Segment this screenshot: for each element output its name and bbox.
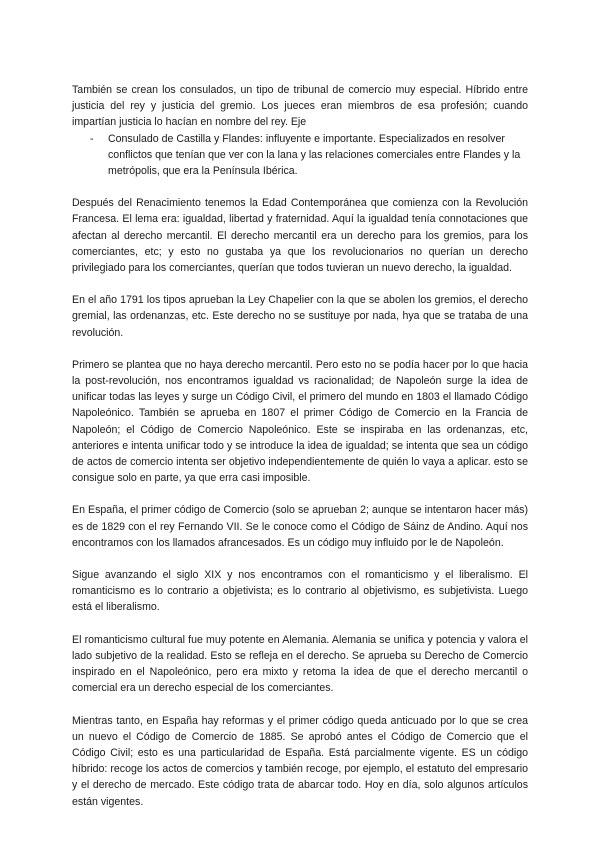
paragraph-napoleonic-code: Primero se plantea que no haya derecho mercantil. Pero esto no se podía hacer por lo que hacia la post-revolución, nos encontramos igualdad vs racionalidad; de Napoleón surge la idea de unificar todas las leyes y surge un Código Civil, el primero del mundo en 1803 el llamado Código Napoleónico. También se aprueba en 1807 el primer Código de Comercio en la Francia de Napoleón; el Código de Comercio Napoleónico. Este se inspiraba en las ordenanzas, etc, anteriores e intenta unificar todo y se introduce la idea de igualdad; se intenta que sea un código de actos de comercio intenta ser objetivo independientemente de quién lo vaya a aplicar. esto se consigue solo en parte, ya que erra casi imposible. — [72, 358, 528, 485]
paragraph-spain-1829: En España, el primer código de Comercio (solo se aprueban 2; aunque se intentaron hacer más) es de 1829 con el rey Fernando VII. Se le conoce como el Código de Sáinz de Andino. Aquí nos encontramos con los llamados afrancesados. Es un código muy influido por le de Napoleón. — [72, 504, 528, 549]
dash-bullet: - — [90, 132, 94, 145]
paragraph-spain-1885: Mientras tanto, en España hay reformas y el primer código queda anticuado por lo que se crea un nuevo el Código de Comercio de 1885. Se aprobó antes el Código de Comercio que el Código Civil; esto es una particularidad de España. Está parcialmente vigente. ES un código híbrido: recoge los actos de comercios y también recoge, por ejemplo, el estatuto del empresario y el derecho de mercado. Este código trata de abarcar todo. Hoy en día, solo algunos artículos están vigentes. — [72, 714, 528, 808]
intro-paragraph: También se crean los consulados, un tipo de tribunal de comercio muy especial. Híbrido entre justicia del rey y justicia del gremio. Los jueces eran miembros de esa profesión; cuando impartían justicia lo hacían en nombre del rey. Eje — [72, 84, 528, 129]
paragraph-contemporary-age: Después del Renacimiento tenemos la Edad Contemporánea que comienza con la Revolución Francesa. El lema era: igualdad, libertad y fraternidad. Aquí la igualdad tenía connotaciones que afectan al derecho mercantil. El derecho mercantil era un derecho para los gremios, para los comerciantes, etc; y esto no gustaba ya que los revolucionarios no querían un derecho privilegiado para los comerciantes, querían que todos tuvieran un nuevo derecho, la igualdad. — [72, 197, 528, 275]
list-item — [72, 131, 528, 180]
paragraph-romanticism: Sigue avanzando el siglo XIX y nos encontramos con el romanticismo y el liberalismo. El romanticismo es lo contrario a objetivista; es lo contrario al objetivismo, es subjetivista. Luego está el liberalismo. — [72, 569, 528, 614]
paragraph-germany: El romanticismo cultural fue muy potente en Alemania. Alemania se unifica y potencia y valora el lado subjetivo de la realidad. Esto se refleja en el derecho. Se aprueba su Derecho de Comercio inspirado en el Napoleónico, pero era mixto y retoma la idea de que el derecho mercantil o comercial era un derecho especial de los comerciantes. — [72, 633, 528, 695]
bullet-list — [72, 131, 528, 180]
list-item-text: Consulado de Castilla y Flandes: influyente e importante. Especializados en resolver conflictos que tenían que ver con la lana y las relaciones comerciales entre Flandes y la metrópolis, que era la Península Ibérica. — [108, 132, 521, 178]
document-body — [72, 82, 528, 826]
paragraph-chapelier-law: En el año 1791 los tipos aprueban la Ley Chapelier con la que se abolen los gremios, el derecho gremial, las ordenanzas, etc. Este derecho no se sustituye por nada, hya que se trataba de una revolución. — [72, 294, 528, 339]
